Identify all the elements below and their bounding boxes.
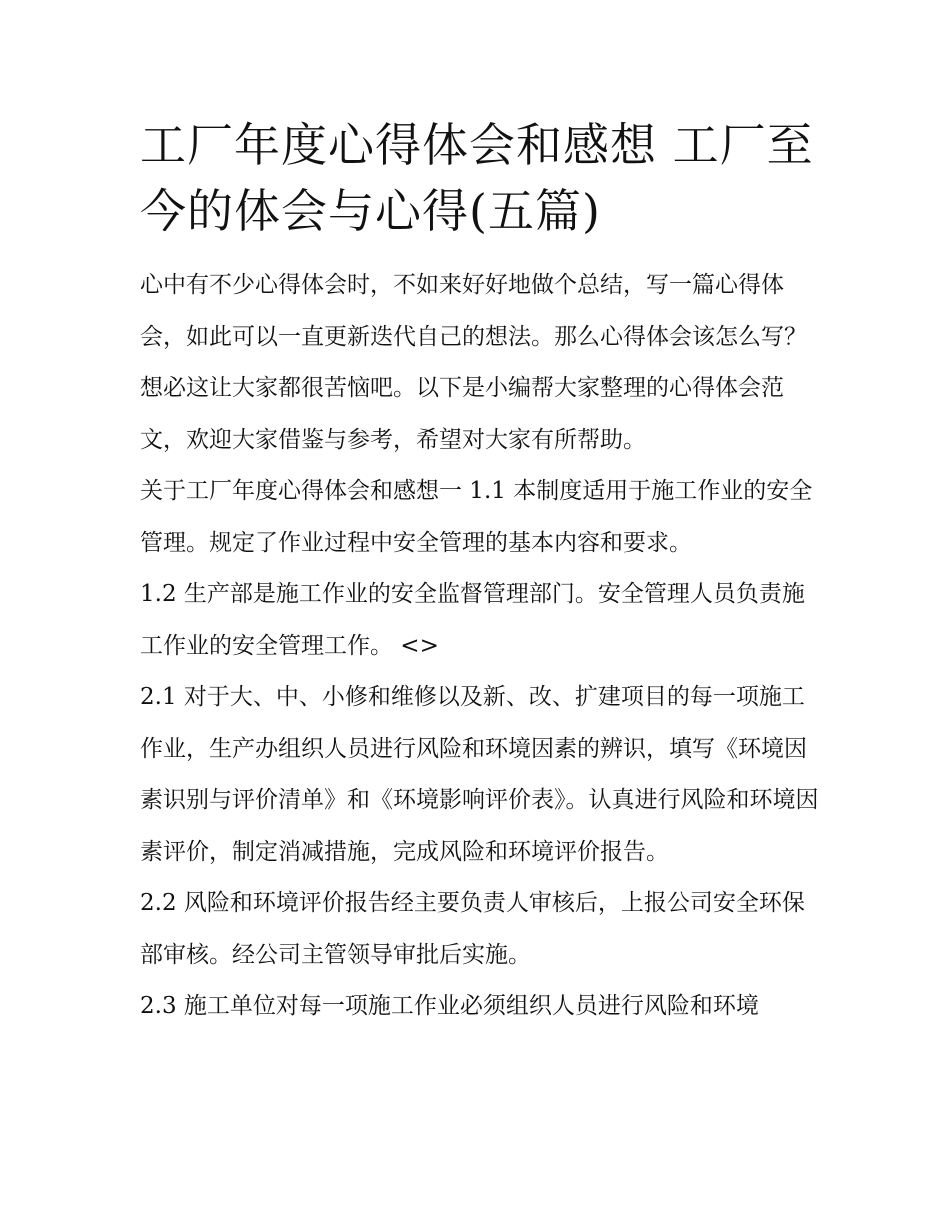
paragraph-section-1-2: 1.2 生产部是施工作业的安全监督管理部门。安全管理人员负责施工作业的安全管理工作。 <> bbox=[140, 581, 805, 659]
document-body bbox=[140, 260, 820, 1033]
document-page bbox=[140, 112, 820, 1033]
paragraph-section-1-1: 关于工厂年度心得体会和感想一 1.1 本制度适用于施工作业的安全管理。规定了作业过程中安全管理的基本内容和要求。 bbox=[140, 478, 813, 556]
paragraph-section-2-3: 2.3 施工单位对每一项施工作业必须组织人员进行风险和环境 bbox=[140, 993, 759, 1019]
document-title: 工厂年度心得体会和感想 工厂至今的体会与心得(五篇) bbox=[140, 118, 814, 238]
paragraph-section-2-2: 2.2 风险和环境评价报告经主要负责人审核后，上报公司安全环保部审核。经公司主管领导审批后实施。 bbox=[140, 890, 805, 968]
paragraph-intro: 心中有不少心得体会时，不如来好好地做个总结，写一篇心得体会，如此可以一直更新迭代自己的想法。那么心得体会该怎么写？想必这让大家都很苦恼吧。以下是小编帮大家整理的心得体会范文，欢迎大家借鉴与参考，希望对大家有所帮助。 bbox=[140, 272, 807, 453]
paragraph-section-2-1: 2.1 对于大、中、小修和维修以及新、改、扩建项目的每一项施工作业，生产办组织人员进行风险和环境因素的辨识，填写《环境因素识别与评价清单》和《环境影响评价表》。认真进行风险和环境因素评价，制定消减措施，完成风险和环境评价报告。 bbox=[140, 684, 819, 865]
